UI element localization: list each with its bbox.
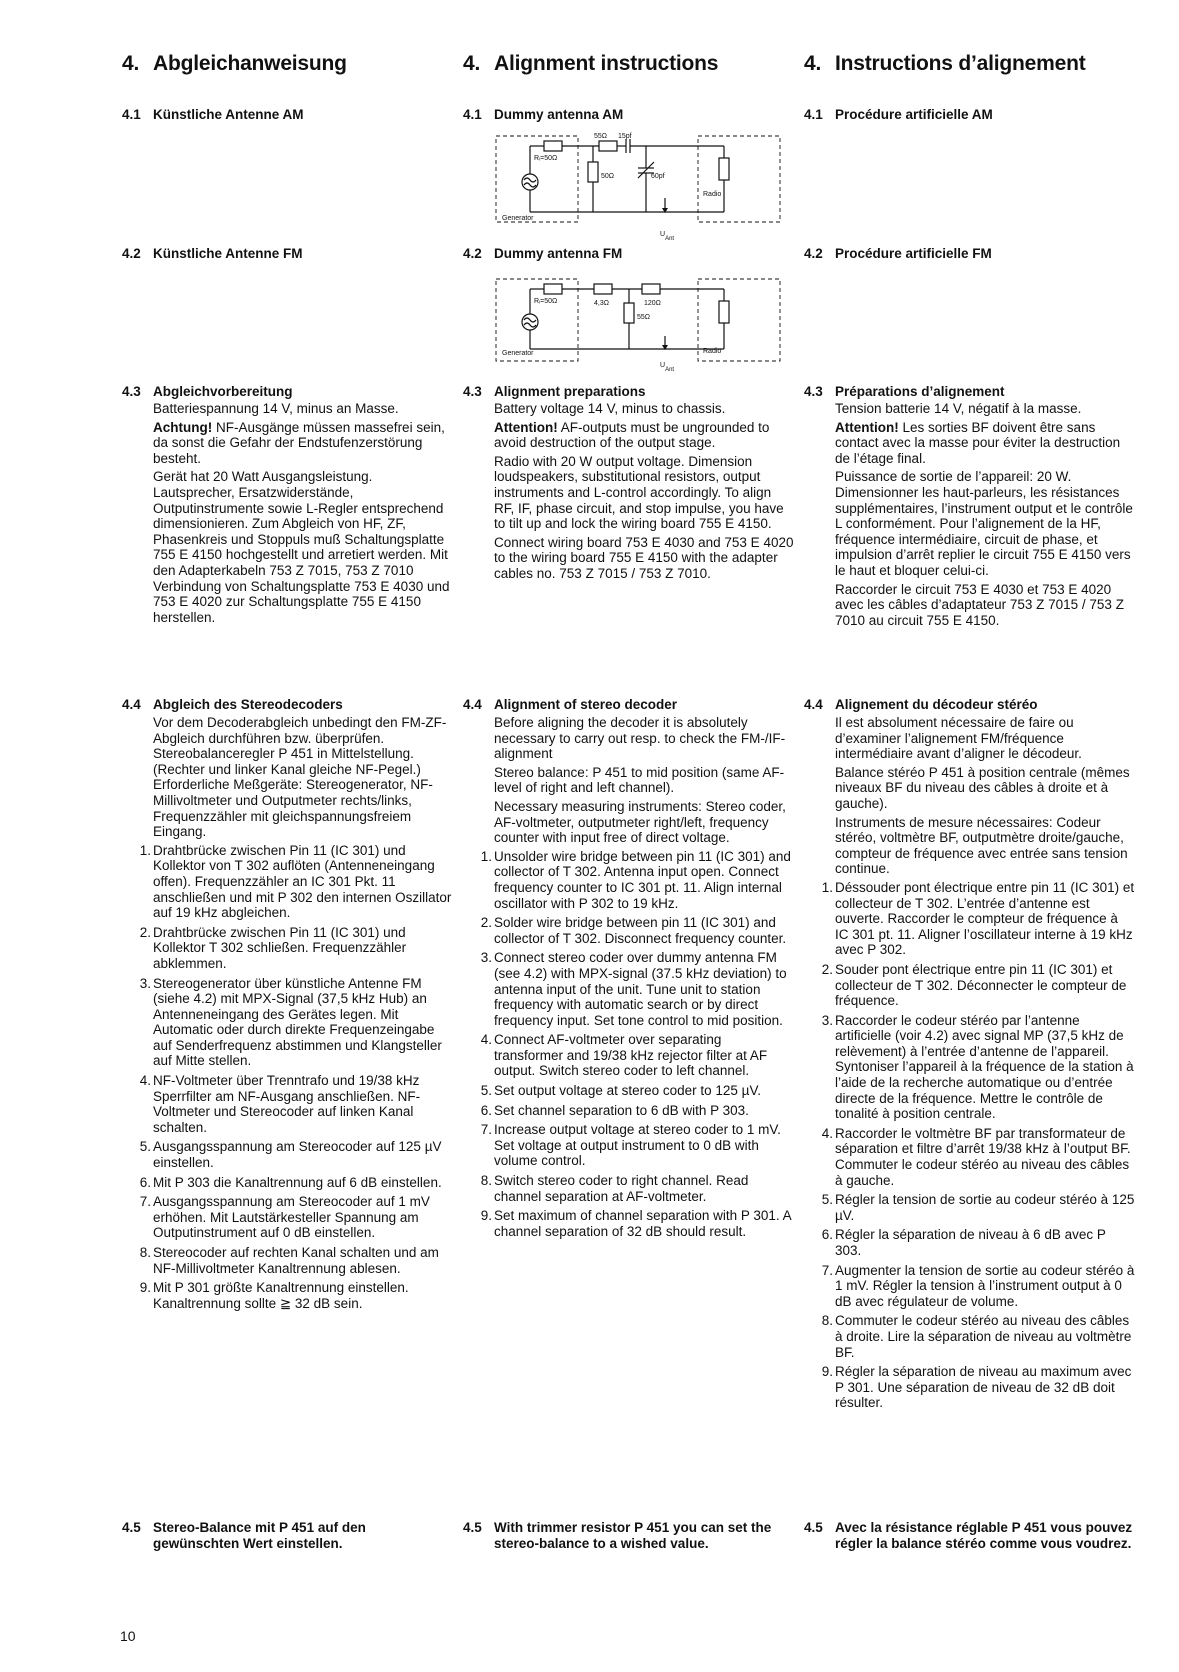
list-item: 9. Régler la séparation de niveau au maximum avec P 301. Une séparation de niveau de 32 dB doit résulter. <box>821 1364 1132 1411</box>
french-column <box>804 0 1134 1672</box>
english-heading-4-2: 4.2 Dummy antenna FM <box>463 246 623 261</box>
list-item: 3. Stereogenerator über künstliche Antenne FM (siehe 4.2) mit MPX-Signal (37,5 kHz Hub) an Antenneneingang des Gerätes legen. Mit Automatic oder durch direkte Frequenzeingabe auf Senderfrequenz abstimmen und Klangsteller auf Mitte stellen. <box>139 975 442 1069</box>
french-heading-4-3: 4.3 Préparations d’alignement <box>804 384 1005 399</box>
german-title: 4. Abgleichanweisung <box>122 52 347 75</box>
label-ri: Rᵢ=50Ω <box>534 298 558 305</box>
french-steps-list <box>821 879 1135 1411</box>
list-item: 3. Raccorder le codeur stéréo par l’antenne artificielle (voir 4.2) avec signal MP (37,5 kHz de relèvement) à l’entrée d’antenne de l’appareil. Syntoniser l’appareil à la fréquence de la station à l’aide de la recherche automatique ou d’entrée directe de la fréquence. Mettre le contrôle de tonalité à position centrale. <box>821 1012 1134 1122</box>
radio-box <box>698 136 780 222</box>
french-heading-4-4: 4.4 Alignement du décodeur stéréo <box>804 697 1038 712</box>
list-item: 8. Stereocoder auf rechten Kanal schalten und am NF-Millivoltmeter Kanaltrennung ablesen. <box>139 1245 439 1276</box>
list-item: 7. Ausgangsspannung am Stereocoder auf 1 mV erhöhen. Mit Lautstärkesteller Spannung am Outputinstrument auf 0 dB einstellen. <box>139 1194 430 1241</box>
label-radio: Radio <box>703 191 722 198</box>
label-r55: 55Ω <box>637 314 651 321</box>
german-section-4-4-body: Vor dem Decoderabgleich unbedingt den FM-ZF-Abgleich durchführen bzw. überprüfen. Stereobalanceregler P 451 in Mittelstellung. (Rechter und linker Kanal gleiche NF-Pegel.) Erforderliche Meßgeräte: Stereogenerator, NF-Millivoltmeter und Outputmeter rechts/links, Frequenzzähler mit gleichspannungsfreiem Eingang. 1. Drahtbrücke zwischen Pin 11 (IC 301) und Kollektor von T 302 auflöten (Antenneneingang offen). Frequenzzähler an IC 301 Pkt. 11 anschließen und mit P 302 den internen Oszillator auf 19 kHz abgleichen. 2. Drahtbrücke zwischen Pin 11 (IC 301) und Kollektor T 302 schließen. Frequenzzähler abklemmen. 3. Stereogenerator über künstliche Antenne FM (siehe 4.2) mit MPX-Signal (37,5 kHz Hub) an Antenneneingang des Gerätes legen. Mit Automatic oder durch direkte Frequenzeingabe auf Senderfrequenz abstimmen und Klangsteller auf Mitte stellen. 4. NF-Voltmeter über Trenntrafo und 19/38 kHz Sperrfilter am NF-Ausgang anschließen. NF-Voltmeter und Stereocoder auf linken Kanal schalten. 5. Ausgangsspannung am Stereocoder auf 125 µV einstellen. 6. Mit P 303 die Kanaltrennung auf 6 dB einstellen. 7. Ausgangsspannung am Stereocoder auf 1 mV erhöhen. Mit Lautstärkesteller Spannung am Outputinstrument auf 0 dB einstellen. 8. Stereocoder auf rechten Kanal schalten und am NF-Millivoltmeter Kanaltrennung ablesen. 9. Mit P 301 größte Kanaltrennung einstellen. Kanaltrennung sollte ≧ 32 dB sein. <box>139 715 452 1311</box>
label-c15: 15pf <box>618 133 632 140</box>
label-r50: 50Ω <box>601 173 615 180</box>
list-item: 9. Mit P 301 größte Kanaltrennung einstellen. Kanaltrennung sollte ≧ 32 dB sein. <box>139 1280 409 1311</box>
english-heading-4-1: 4.1 Dummy antenna AM <box>463 107 624 122</box>
resistor-ri <box>544 284 562 294</box>
list-item: 7. Augmenter la tension de sortie au codeur stéréo à 1 mV. Régler la tension à l’instrument output à 0 dB avec régulateur de volume. <box>821 1262 1135 1309</box>
resistor-120 <box>642 284 660 294</box>
list-item: 3. Connect stereo coder over dummy antenna FM (see 4.2) with MPX-signal (37.5 kHz deviation) to antenna input of the unit. Tune unit to station frequency with automatic search or by direct frequency input. Set tone control to mid position. <box>480 950 787 1028</box>
german-heading-4-1: 4.1 Künstliche Antenne AM <box>122 107 304 122</box>
page-number: 10 <box>120 1628 136 1644</box>
list-item: 5. Régler la tension de sortie au codeur stéréo à 125 µV. <box>821 1192 1135 1223</box>
label-generator: Generator <box>502 350 534 357</box>
french-heading-4-1: 4.1 Procédure artificielle AM <box>804 107 993 122</box>
german-steps-list <box>139 842 453 1312</box>
fm-dummy-antenna-diagram <box>494 275 784 379</box>
label-r120: 120Ω <box>644 300 661 307</box>
french-title: 4. Instructions d’alignement <box>804 52 1086 75</box>
english-section-4-5: 4.5 With trimmer resistor P 451 you can set the stereo-balance to a wished value. <box>463 1520 772 1551</box>
french-heading-4-2: 4.2 Procédure artificielle FM <box>804 246 992 261</box>
list-item: 1. Drahtbrücke zwischen Pin 11 (IC 301) und Kollektor von T 302 auflöten (Antenneneingang offen). Frequenzzähler an IC 301 Pkt. 11 anschließen und mit P 302 den internen Oszillator auf 19 kHz abgleichen. <box>139 842 452 921</box>
label-uant: UAnt <box>660 362 675 373</box>
list-item: 8. Switch stereo coder to right channel. Read channel separation at AF-voltmeter. <box>480 1173 749 1204</box>
german-column <box>122 0 452 1672</box>
english-heading-4-3: 4.3 Alignment preparations <box>463 384 646 399</box>
german-section-4-3-body: Batteriespannung 14 V, minus an Masse. Achtung! NF-Ausgänge müssen massefrei sein, da sonst die Gefahr der Endstufenzerstörung besteht. Gerät hat 20 Watt Ausgangsleistung. Lautsprecher, Ersatzwiderstände, Outputinstrumente sowie L-Regler entsprechend dimensionieren. Zum Abgleich von HF, ZF, Phasenkreis und Stoppuls muß Schaltungsplatte 755 E 4150 hochgestellt und arretiert werden. Mit den Adapterkabeln 753 Z 7015, 753 Z 7010 Verbindung von Schaltungsplatte 753 E 4030 und 753 E 4020 zur Schaltungsplatte 755 E 4150 herstellen. <box>153 401 450 625</box>
german-heading-4-4: 4.4 Abgleich des Stereodecoders <box>122 697 343 712</box>
list-item: 6. Régler la séparation de niveau à 6 dB avec P 303. <box>821 1227 1106 1258</box>
english-steps-list <box>480 848 794 1240</box>
german-heading-4-2: 4.2 Künstliche Antenne FM <box>122 246 303 261</box>
list-item: 6. Set channel separation to 6 dB with P 303. <box>480 1102 749 1118</box>
am-dummy-antenna-diagram <box>494 132 784 244</box>
radio-load <box>719 158 729 180</box>
list-item: 2. Souder pont électrique entre pin 11 (IC 301) et collecteur de T 302. Déconnecter le compteur de fréquence. <box>821 961 1127 1009</box>
label-uant: UAnt <box>660 231 675 242</box>
resistor-50 <box>588 162 598 182</box>
label-r4-3: 4,3Ω <box>594 300 609 307</box>
english-section-4-3-body: Battery voltage 14 V, minus to chassis. Attention! AF-outputs must be ungrounded to avoid destruction of the output stage. Radio with 20 W output voltage. Dimension loudspeakers, substitutional resistors, output instruments and L-control accordingly. To align RF, IF, phase circuit, and stop impulse, you have to tilt up and lock the wiring board 755 E 4150. Connect wiring board 753 E 4030 and 753 E 4020 to the wiring board 755 E 4150 with the adapter cables no. 753 Z 7015 / 753 Z 7010. <box>494 401 794 581</box>
list-item: 9. Set maximum of channel separation with P 301. A channel separation of 32 dB should result. <box>480 1208 791 1239</box>
german-heading-4-3: 4.3 Abgleichvorbereitung <box>122 384 293 399</box>
list-item: 4. Connect AF-voltmeter over separating transformer and 19/38 kHz rejector filter at AF output. Switch stereo coder to left channel. <box>480 1032 768 1079</box>
resistor-55 <box>624 303 634 323</box>
label-ri: Rᵢ=50Ω <box>534 155 558 162</box>
list-item: 7. Increase output voltage at stereo coder to 1 mV. Set voltage at output instrument to 0 dB with volume control. <box>480 1122 781 1169</box>
list-item: 6. Mit P 303 die Kanaltrennung auf 6 dB einstellen. <box>139 1174 442 1190</box>
list-item: 5. Ausgangsspannung am Stereocoder auf 125 µV einstellen. <box>139 1139 442 1171</box>
label-r55: 55Ω <box>594 133 608 140</box>
list-item: 2. Drahtbrücke zwischen Pin 11 (IC 301) und Kollektor T 302 schließen. Frequenzzähler abklemmen. <box>139 924 407 971</box>
english-column <box>463 0 793 1672</box>
english-section-4-4-body: Before aligning the decoder it is absolutely necessary to carry out resp. to check the FM-/IF-alignment Stereo balance: P 451 to mid position (same AF-level of right and left channel). Necessary measuring instruments: Stereo coder, AF-voltmeter, outputmeter right/left, frequency counter with input free of direct voltage. 1. Unsolder wire bridge between pin 11 (IC 301) and collector of T 302. Antenna input open. Connect frequency counter to IC 301 pt. 11. Align internal oscillator with P 302 to 19 kHz. 2. Solder wire bridge between pin 11 (IC 301) and collector of T 302. Disconnect frequency counter. 3. Connect stereo coder over dummy antenna FM (see 4.2) with MPX-signal (37.5 kHz deviation) to antenna input of the unit. Tune unit to station frequency with automatic search or by direct frequency input. Set tone control to mid position. 4. Connect AF-voltmeter over separating transformer and 19/38 kHz rejector filter at AF output. Switch stereo coder to left channel. 5. Set output voltage at stereo coder to 125 µV. 6. Set channel separation to 6 dB with P 303. 7. Increase output voltage at stereo coder to 1 mV. Set voltage at output instrument to 0 dB with volume control. 8. Switch stereo coder to right channel. Read channel separation at AF-voltmeter. 9. Set maximum of channel separation with P 301. A channel separation of 32 dB should result. <box>494 715 794 1243</box>
french-section-4-3-body: Tension batterie 14 V, négatif à la masse. Attention! Les sorties BF doivent être sans contact avec la masse pour éviter la destruction de l’étage final. Puissance de sortie de l’appareil: 20 W. Dimensionner les haut-parleurs, les résistances supplémentaires, l’instrument output et le contrôle L conformément. Pour l’alignement de la HF, fréquence intermédiaire, circuit de phase, et impulsion d’arrêt replier le circuit 755 E 4150 vers le haut et bloquer celui-ci. Raccorder le circuit 753 E 4030 et 753 E 4020 avec les câbles d’adaptateur 753 Z 7015 / 753 Z 7010 au circuit 755 E 4150. <box>835 401 1133 628</box>
list-item: 4. Raccorder le voltmètre BF par transformateur de séparation et filtre d’arrêt 19/38 kHz à l’output BF. Commuter le codeur stéréo au niveau des câbles à gauche. <box>821 1125 1131 1188</box>
english-title: 4. Alignment instructions <box>463 52 719 75</box>
list-item: 8. Commuter le codeur stéréo au niveau des câbles à droite. Lire la séparation de niveau au voltmètre BF. <box>821 1313 1132 1360</box>
resistor-55 <box>599 141 617 151</box>
french-section-4-4-body: Il est absolument nécessaire de faire ou d’examiner l’alignement FM/fréquence intermédiaire avant d’aligner le décodeur. Balance stéréo P 451 à position centrale (mêmes niveaux BF du niveau des câbles à droite et à gauche). Instruments de mesure nécessaires: Codeur stéréo, voltmètre BF, outputmètre droite/gauche, compteur de fréquence avec entrée sans tension continue. 1. Déssouder pont électrique entre pin 11 (IC 301) et collecteur de T 302. L’entrée d’antenne est ouverte. Raccorder le compteur de fréquence à IC 301 pt. 11. Aligner l’oscillateur interne à 19 kHz avec P 302. 2. Souder pont électrique entre pin 11 (IC 301) et collecteur de T 302. Déconnecter le compteur de fréquence. 3. Raccorder le codeur stéréo par l’antenne artificielle (voir 4.2) avec signal MP (37,5 kHz de relèvement) à l’entrée d’antenne de l’appareil. Syntoniser l’appareil à la fréquence de la station à l’aide de la recherche automatique ou d’entrée directe de la fréquence. Mettre le contrôle de tonalité à position centrale. 4. Raccorder le voltmètre BF par transformateur de séparation et filtre d’arrêt 19/38 kHz à l’output BF. Commuter le codeur stéréo au niveau des câbles à gauche. 5. Régler la tension de sortie au codeur stéréo à 125 µV. 6. Régler la séparation de niveau à 6 dB avec P 303. 7. Augmenter la tension de sortie au codeur stéréo à 1 mV. Régler la tension à l’instrument output à 0 dB avec régulateur de volume. 8. Commuter le codeur stéréo au niveau des câbles à droite. Lire la séparation de niveau au voltmètre BF. 9. Régler la séparation de niveau au maximum avec P 301. Une séparation de niveau de 32 dB doit résulter. <box>821 715 1135 1411</box>
generator-icon <box>522 174 538 190</box>
list-item: 2. Solder wire bridge between pin 11 (IC 301) and collector of T 302. Disconnect frequency counter. <box>480 915 787 946</box>
resistor-ri <box>544 141 562 151</box>
list-item: 5. Set output voltage at stereo coder to 125 µV. <box>480 1083 761 1099</box>
resistor-4-3 <box>594 284 612 294</box>
label-c60: 60pf <box>651 173 665 180</box>
list-item: 4. NF-Voltmeter über Trenntrafo und 19/38 kHz Sperrfilter am NF-Ausgang anschließen. NF-Voltmeter und Stereocoder auf linken Kanal schalten. <box>139 1073 421 1135</box>
french-section-4-5: 4.5 Avec la résistance réglable P 451 vous pouvez régler la balance stéréo comme vous voudrez. <box>804 1520 1133 1551</box>
list-item: 1. Déssouder pont électrique entre pin 11 (IC 301) et collecteur de T 302. L’entrée d’antenne est ouverte. Raccorder le compteur de fréquence à IC 301 pt. 11. Aligner l’oscillateur interne à 19 kHz avec P 302. <box>821 879 1135 958</box>
list-item: 1. Unsolder wire bridge between pin 11 (IC 301) and collector of T 302. Antenna input open. Connect frequency counter to IC 301 pt. 11. Align internal oscillator with P 302 to 19 kHz. <box>480 848 791 911</box>
generator-icon <box>522 314 538 330</box>
label-radio: Radio <box>703 348 722 355</box>
english-heading-4-4: 4.4 Alignment of stereo decoder <box>463 697 678 712</box>
radio-load <box>719 301 729 323</box>
label-generator: Generator <box>502 215 534 222</box>
german-section-4-5: 4.5 Stereo-Balance mit P 451 auf den gewünschten Wert einstellen. <box>122 1520 366 1551</box>
